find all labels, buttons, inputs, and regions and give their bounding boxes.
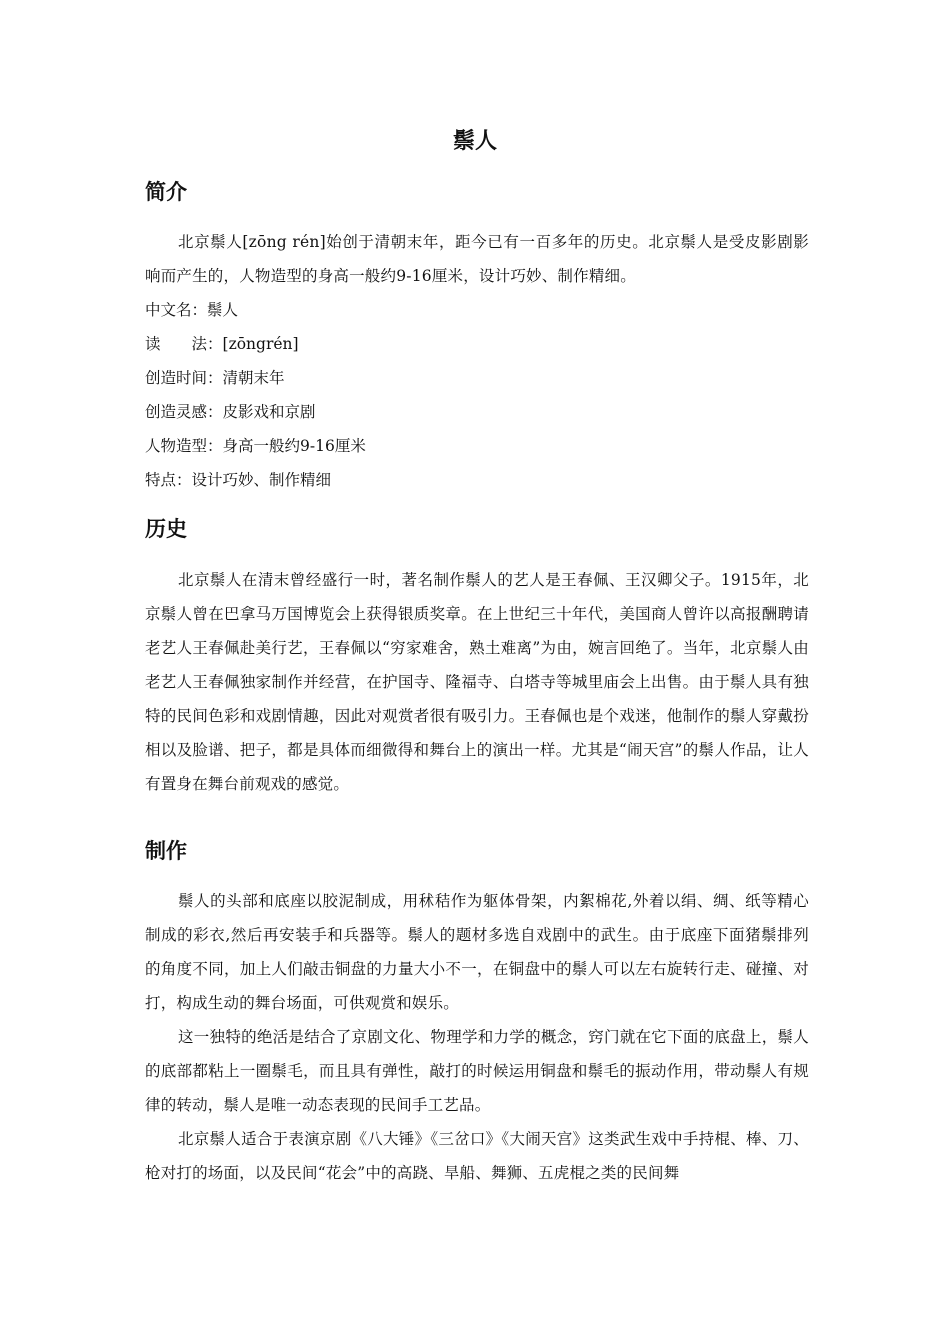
fact-key: 特点： [145,471,192,489]
section-heading-intro: 简介 [145,180,187,204]
fact-key: 创造灵感： [145,403,223,421]
fact-line-pronunciation [145,327,299,361]
fact-key: 读 法： [145,335,223,353]
fact-key: 人物造型： [145,437,223,455]
fact-line-creation-time [145,361,285,395]
fact-value: 鬃人 [207,301,239,319]
section-heading-history: 历史 [145,517,187,541]
document-title: 鬃人 [452,129,497,154]
making-paragraph-2: 这一独特的绝活是结合了京剧文化、物理学和力学的概念，窍门就在它下面的底盘上，鬃人的底部都粘上一圈鬃毛，而且具有弹性，敲打的时候运用铜盘和鬃毛的振动作用，带动鬃人有规律的转动，鬃人是唯一动态表现的民间手工艺品。 [145,1028,809,1114]
fact-line-figure-shape [145,429,366,463]
fact-value: 清朝末年 [222,369,285,387]
fact-key: 中文名： [145,301,208,319]
fact-value: [zōngrén] [222,335,299,353]
fact-value: 皮影戏和京剧 [222,403,316,421]
fact-key: 创造时间： [145,369,223,387]
fact-value: 身高一般约9-16厘米 [222,437,366,455]
fact-value: 设计巧妙、制作精细 [191,471,332,489]
making-paragraph-1: 鬃人的头部和底座以胶泥制成，用秫秸作为躯体骨架，内絮棉花,外着以绢、绸、纸等精心制成的彩衣,然后再安装手和兵器等。鬃人的题材多选自戏剧中的武生。由于底座下面猪鬃排列的角度不同，加上人们敲击铜盘的力量大小不一，在铜盘中的鬃人可以左右旋转行走、碰撞、对打，构成生动的舞台场面，可供观赏和娱乐。 [145,892,809,1012]
making-paragraph-3: 北京鬃人适合于表演京剧《八大锤》《三岔口》《大闹天宫》这类武生戏中手持棍、棒、刀、枪对打的场面，以及民间“花会”中的高跷、旱船、舞狮、五虎棍之类的民间舞 [145,1130,809,1182]
fact-line-chinese-name [145,293,238,327]
intro-paragraph: 北京鬃人[zōng rén]始创于清朝末年，距今已有一百多年的历史。北京鬃人是受皮影剧影响而产生的，人物造型的身高一般约9-16厘米，设计巧妙、制作精细。 [145,233,809,285]
section-heading-making: 制作 [145,839,187,863]
history-paragraph: 北京鬃人在清末曾经盛行一时，著名制作鬃人的艺人是王春佩、王汉卿父子。1915年，北京鬃人曾在巴拿马万国博览会上获得银质奖章。在上世纪三十年代，美国商人曾许以高报酬聘请老艺人王春佩赴美行艺，王春佩以“穷家难舍，熟土难离”为由，婉言回绝了。当年，北京鬃人由老艺人王春佩独家制作并经营，在护国寺、隆福寺、白塔寺等城里庙会上出售。由于鬃人具有独特的民间色彩和戏剧情趣，因此对观赏者很有吸引力。王春佩也是个戏迷，他制作的鬃人穿戴扮相以及脸谱、把子，都是具体而细微得和舞台上的演出一样。尤其是“闹天宫”的鬃人作品，让人有置身在舞台前观戏的感觉。 [145,571,809,793]
fact-line-features [145,463,331,497]
fact-line-inspiration [145,395,316,429]
